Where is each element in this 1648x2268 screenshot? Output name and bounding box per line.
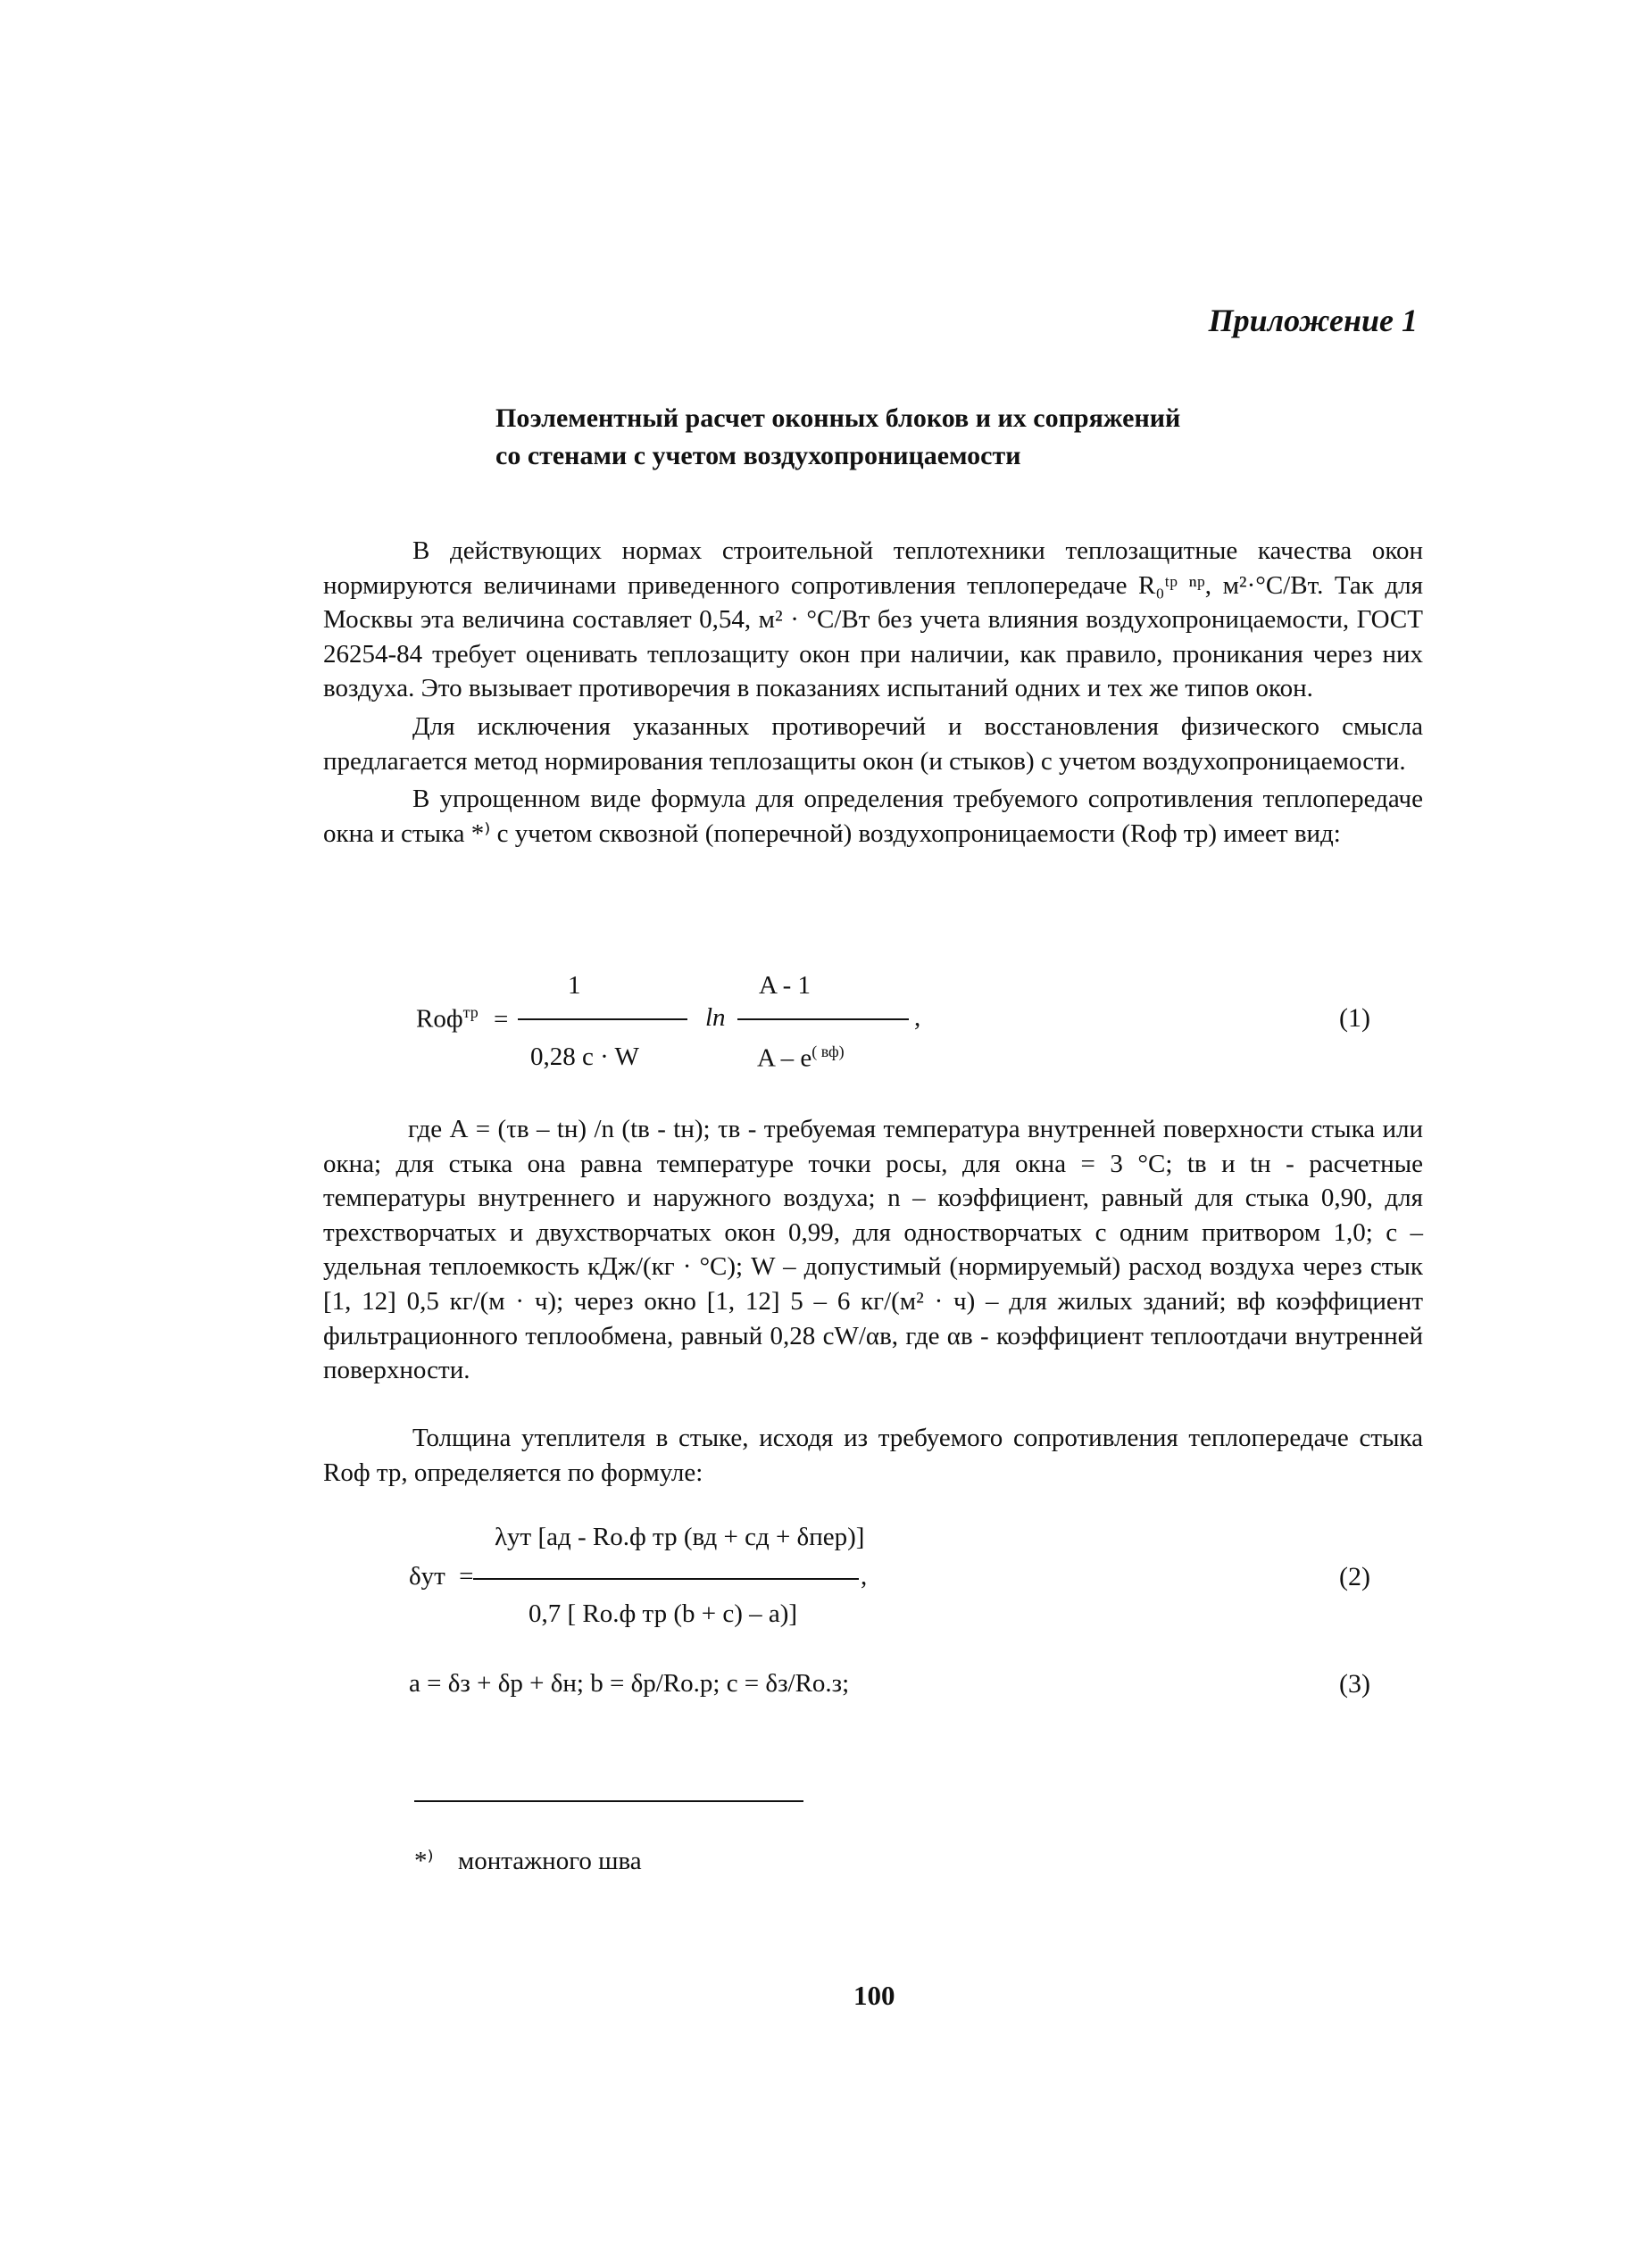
formula1-number: (1) (1339, 1003, 1370, 1033)
formula2-denominator: 0,7 [ Rо.ф тр (b + c) – a)] (529, 1599, 798, 1628)
footnote-text: монтажного шва (457, 1847, 642, 1875)
paragraph-2: Для исключения указанных противоречий и восстановления физического смысла предлагается метод нормирования теплозащиты окон (и стыков) с учетом воздухопроницаемости. (323, 711, 1423, 776)
formula1-tail: , (914, 1003, 921, 1032)
title-line-1: Поэлементный расчет оконных блоков и их сопряжений (495, 403, 1181, 433)
formula3-number: (3) (1339, 1669, 1370, 1699)
formula1-ln: ln (705, 1003, 726, 1032)
formula2-tail: , (861, 1562, 868, 1591)
formula1-fraction-bar-1 (518, 1018, 687, 1020)
formula2-lhs: δут = (409, 1562, 474, 1591)
paragraph-4: где А = (τв – tн) /n (tв - tн); τв - требуемая температура внутренней поверхности стыка или окна; для стыка она равна температуре точки росы, для окна = 3 °С; tв и tн - расчетные температуры внутреннего и наружного воздуха; n – коэффициент, равный для стыка 0,90, для трехстворчатых и двухстворчатых окон 0,99, для одностворчатых с одним притвором 1,0; с – удельная теплоемкость кДж/(кг · °С); W – допустимый (нормируемый) расход воздуха через стык [1, 12] 0,5 кг/(м · ч); через окно [1, 12] 5 – 6 кг/(м² · ч) – для жилых зданий; вф коэффициент фильтрационного теплообмена, равный 0,28 сW/αв, где αв - коэффициент теплоотдачи внутренней поверхности. (323, 1115, 1423, 1385)
paragraph-5: Толщина утеплителя в стыке, исходя из требуемого сопротивления теплопередаче стыка Rоф тр, определяется по формуле: (323, 1424, 1423, 1487)
paragraph-3: В упрощенном виде формула для определения требуемого сопротивления теплопередаче окна и стыка *⁾ с учетом сквозной (поперечной) воздухопроницаемости (Rоф тр) имеет вид: (323, 785, 1423, 848)
footnote (414, 1845, 642, 1876)
formula1-den2: A – $e^{( вф)}$ (757, 1043, 845, 1073)
body-paragraph-definitions (323, 1112, 1423, 1388)
page-number: 100 (853, 1980, 895, 2011)
formula1-num2: A - 1 (759, 971, 811, 1000)
formula1-num1: 1 (568, 971, 581, 1000)
formula2-number: (2) (1339, 1562, 1370, 1591)
appendix-label: Приложение 1 (1208, 303, 1418, 338)
paragraph-1: В действующих нормах строительной теплотехники теплозащитные качества окон нормируются величинами приведенного сопротивления теплопередаче R₀ᵗᵖ ⁿᵖ, м²·°С/Вт. Так для Москвы эта величина составляет 0,54, м² · °С/Вт без учета влияния воздухопроницаемости, ГОСТ 26254-84 требует оценивать теплозащиту окон при наличии, как правило, проникания через них воздуха. Это вызывает противоречия в показаниях испытаний одних и тех же типов окон. (323, 536, 1423, 703)
formula3-expression: a = δз + δр + δн; b = δр/Rо.р; c = δз/Rо.з; (409, 1669, 850, 1698)
footnote-mark: *⁾ (414, 1847, 434, 1875)
document-title (495, 400, 1180, 475)
formula1-den1: 0,28 c · W (530, 1043, 639, 1071)
formula1-lhs: Rоф$^{тр}$ = (416, 1003, 509, 1034)
footnote-separator (414, 1800, 803, 1802)
formula2-numerator: λут [ад - Rо.ф тр (вд + сд + δпер)] (495, 1523, 865, 1551)
body-paragraphs-top (323, 534, 1423, 851)
formula2-fraction-bar (473, 1578, 859, 1580)
title-line-2: со стенами с учетом воздухопроницаемости (495, 441, 1021, 470)
formula1-fraction-bar-2 (737, 1018, 909, 1020)
body-paragraph-insulation (323, 1421, 1423, 1490)
